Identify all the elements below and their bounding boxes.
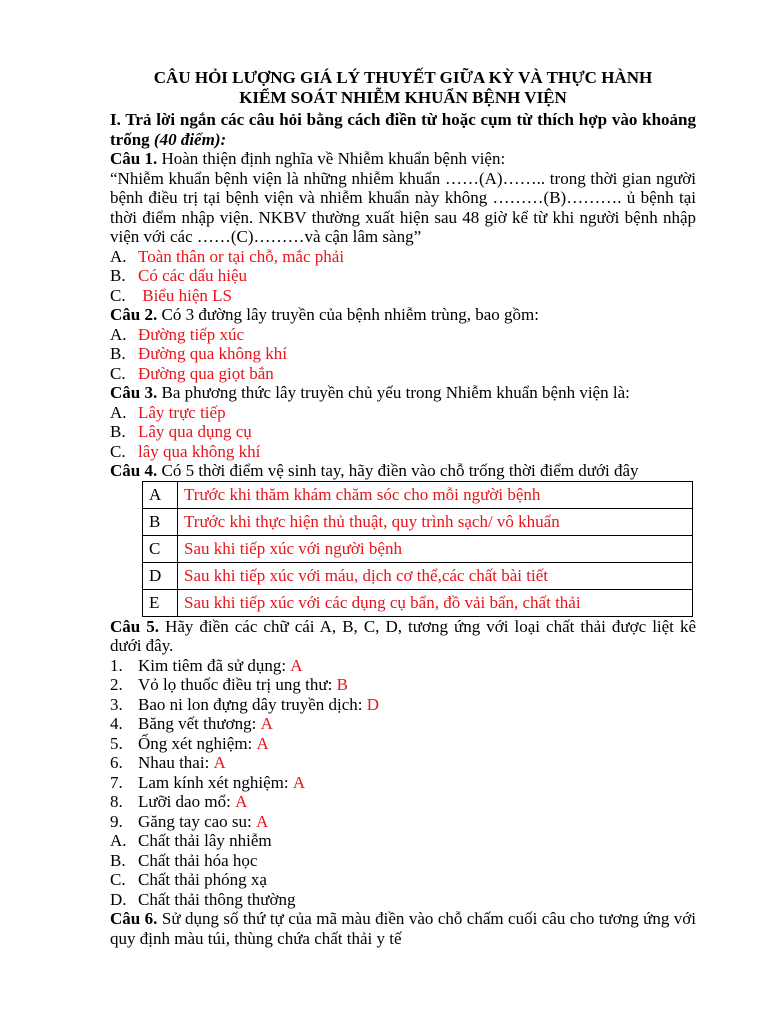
- question-4-label: Câu 4.: [110, 461, 158, 480]
- item-number: 7.: [110, 772, 123, 792]
- item-answer: A: [256, 733, 269, 753]
- waste-category-d: [110, 890, 696, 910]
- question-3-option-a: [110, 403, 696, 423]
- option-answer: Biểu hiện LS: [138, 285, 232, 305]
- option-label: B.: [110, 266, 126, 285]
- item-text: Găng tay cao su:: [138, 811, 257, 831]
- item-number: 1.: [110, 655, 123, 675]
- waste-item-7: [110, 773, 696, 793]
- table-cell-letter: E: [143, 589, 178, 616]
- waste-category-c: [110, 870, 696, 890]
- section-heading: [110, 110, 696, 149]
- table-row: [143, 508, 693, 535]
- waste-item-6: [110, 753, 696, 773]
- item-text: Lam kính xét nghiệm:: [138, 772, 293, 792]
- question-1-quote: “Nhiễm khuẩn bệnh viện là những nhiễm khuẩn ……(A)…….. trong thời gian người bệnh điều trị tại bệnh viện và nhiễm khuẩn này không ………(B)………. ủ bệnh tại thời điểm nhập viện. NKBV thường xuất hiện sau 48 giờ kể từ khi người bệnh nhập viện với các ……(C)………và cận lâm sàng”: [110, 168, 696, 246]
- waste-category-a: [110, 831, 696, 851]
- item-answer: A: [260, 714, 273, 733]
- question-6-label: Câu 6.: [110, 909, 158, 928]
- option-label: A.: [110, 402, 127, 422]
- option-label: C.: [110, 363, 126, 383]
- document-title-line1: CÂU HỎI LƯỢNG GIÁ LÝ THUYẾT GIỮA KỲ VÀ THỰC HÀNH: [153, 68, 653, 87]
- table-row: [143, 535, 693, 562]
- question-2-text: Có 3 đường lây truyền của bệnh nhiễm trùng, bao gồm:: [157, 305, 539, 324]
- category-text: Chất thải phóng xạ: [138, 870, 267, 889]
- option-answer: lây qua không khí: [138, 441, 261, 461]
- question-2-option-b: [110, 344, 696, 364]
- table-row: [143, 562, 693, 589]
- option-label: A.: [110, 324, 127, 344]
- item-answer: A: [256, 811, 269, 831]
- question-1-option-c: [110, 286, 696, 306]
- item-answer: D: [366, 694, 380, 714]
- item-text: Ống xét nghiệm:: [138, 733, 257, 753]
- option-label: B.: [110, 344, 126, 363]
- option-answer: Lây trực tiếp: [138, 402, 226, 422]
- table-cell-answer: Sau khi tiếp xúc với các dụng cụ bẩn, đồ vải bẩn, chất thải: [178, 589, 693, 616]
- item-answer: A: [213, 753, 226, 772]
- category-label: D.: [110, 889, 127, 909]
- question-6: [110, 909, 696, 948]
- category-text: Chất thải hóa học: [138, 850, 258, 870]
- item-text: Vỏ lọ thuốc điều trị ung thư:: [138, 675, 337, 694]
- question-3-text: Ba phương thức lây truyền chủ yếu trong Nhiễm khuẩn bệnh viện là:: [157, 383, 630, 402]
- hand-hygiene-table: [142, 481, 693, 617]
- question-2: [110, 305, 696, 325]
- item-answer: A: [235, 792, 248, 811]
- option-answer: Đường qua không khí: [138, 344, 287, 363]
- item-answer: A: [292, 772, 306, 792]
- document-title-line2: KIỂM SOÁT NHIỄM KHUẨN BỆNH VIỆN: [239, 88, 567, 107]
- table-row: [143, 481, 693, 508]
- question-5-text: Hãy điền các chữ cái A, B, C, D, tương ứng với loại chất thải được liệt kê dưới đây.: [110, 616, 696, 655]
- option-answer: Đường qua giọt bắn: [138, 363, 274, 383]
- question-5-label: Câu 5.: [110, 616, 160, 636]
- category-text: Chất thải lây nhiễm: [138, 831, 272, 850]
- question-1-text: Hoàn thiện định nghĩa về Nhiễm khuẩn bệnh viện:: [157, 149, 506, 168]
- option-answer: Có các dấu hiệu: [138, 266, 248, 285]
- option-label: C.: [110, 441, 126, 461]
- table-cell-letter: C: [143, 535, 178, 562]
- question-5: [110, 617, 696, 656]
- waste-item-9: [110, 812, 696, 832]
- category-label: A.: [110, 831, 127, 850]
- category-label: B.: [110, 850, 126, 870]
- table-cell-answer: Trước khi thực hiện thủ thuật, quy trình sạch/ vô khuẩn: [178, 508, 693, 535]
- waste-item-5: [110, 734, 696, 754]
- question-3-label: Câu 3.: [110, 383, 158, 402]
- item-text: Kim tiêm đã sử dụng:: [138, 655, 291, 675]
- table-cell-answer: Sau khi tiếp xúc với người bệnh: [178, 535, 693, 562]
- item-answer: A: [290, 655, 303, 675]
- item-text: Lưỡi dao mổ:: [138, 792, 236, 811]
- question-1-label: Câu 1.: [110, 149, 158, 168]
- item-number: 3.: [110, 694, 123, 714]
- question-1: [110, 149, 696, 169]
- waste-item-1: [110, 656, 696, 676]
- option-label: A.: [110, 246, 127, 266]
- question-3-option-c: [110, 442, 696, 462]
- item-text: Bao ni lon đựng dây truyền dịch:: [138, 694, 367, 714]
- question-6-text: Sử dụng số thứ tự của mã màu điền vào chỗ chấm cuối câu cho tương ứng với quy định màu túi, thùng chứa chất thải y tế: [110, 909, 696, 948]
- table-cell-answer: Sau khi tiếp xúc với máu, dịch cơ thể,các chất bài tiết: [178, 562, 693, 589]
- item-number: 5.: [110, 733, 123, 753]
- section-points: (40 điểm):: [153, 129, 227, 149]
- category-label: C.: [110, 870, 126, 889]
- question-3: [110, 383, 696, 403]
- table-row: [143, 589, 693, 616]
- option-answer: Lây qua dụng cụ: [138, 422, 252, 441]
- item-number: 8.: [110, 792, 123, 811]
- question-2-option-a: [110, 325, 696, 345]
- waste-item-3: [110, 695, 696, 715]
- category-text: Chất thải thông thường: [138, 889, 296, 909]
- table-cell-letter: D: [143, 562, 178, 589]
- section-heading-text: I. Trả lời ngắn các câu hỏi bằng cách điền từ hoặc cụm từ thích hợp vào khoảng trống: [110, 110, 696, 149]
- question-3-option-b: [110, 422, 696, 442]
- waste-item-4: [110, 714, 696, 734]
- item-number: 4.: [110, 714, 123, 733]
- question-1-option-b: [110, 266, 696, 286]
- item-number: 6.: [110, 753, 123, 772]
- question-2-option-c: [110, 364, 696, 384]
- waste-item-2: [110, 675, 696, 695]
- option-answer: Toàn thân or tại chỗ, mắc phải: [138, 246, 345, 266]
- table-cell-letter: A: [143, 481, 178, 508]
- waste-category-b: [110, 851, 696, 871]
- question-4: [110, 461, 696, 481]
- question-2-label: Câu 2.: [110, 305, 158, 324]
- option-label: C.: [110, 285, 126, 305]
- question-1-option-a: [110, 247, 696, 267]
- item-number: 9.: [110, 811, 123, 831]
- item-answer: B: [336, 675, 348, 694]
- question-4-text: Có 5 thời điểm vệ sinh tay, hãy điền vào chỗ trống thời điểm dưới đây: [157, 461, 639, 480]
- option-label: B.: [110, 422, 126, 441]
- table-cell-letter: B: [143, 508, 178, 535]
- table-cell-answer: Trước khi thăm khám chăm sóc cho mỗi người bệnh: [178, 481, 693, 508]
- option-answer: Đường tiếp xúc: [138, 324, 245, 344]
- item-number: 2.: [110, 675, 123, 694]
- item-text: Băng vết thương:: [138, 714, 261, 733]
- waste-item-8: [110, 792, 696, 812]
- item-text: Nhau thai:: [138, 753, 214, 772]
